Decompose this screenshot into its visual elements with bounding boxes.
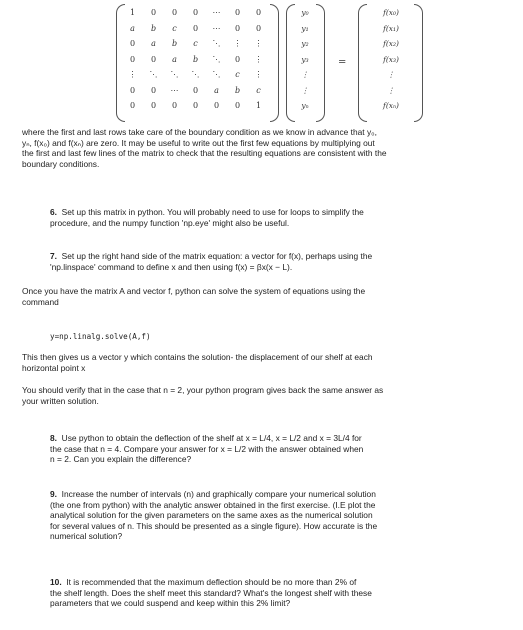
f-vector-entry: f(x₂) bbox=[383, 39, 399, 48]
matrix-cell: b bbox=[192, 54, 199, 64]
matrix-cell: c bbox=[256, 85, 261, 95]
exercise-line: Set up this matrix in python. You will probably need to use for loops to simplify the bbox=[61, 207, 364, 217]
matrix-cell: 0 bbox=[234, 101, 241, 110]
exercise-line: (the one from python) with the analytic answer obtained in the first exercise. (I.E plot the bbox=[50, 499, 376, 510]
result-paragraph bbox=[22, 352, 512, 373]
exercise-number: 7. bbox=[50, 251, 57, 261]
matrix-cell: 0 bbox=[234, 23, 241, 33]
exercise-7 bbox=[50, 251, 510, 272]
equals-sign: = bbox=[338, 57, 347, 68]
matrix-cell: b bbox=[234, 85, 241, 95]
matrix-cell: 0 bbox=[255, 23, 262, 33]
y-vector-entry: y₀ bbox=[301, 8, 309, 17]
matrix-cell: c bbox=[235, 70, 240, 79]
matrix-right-paren bbox=[270, 4, 279, 122]
matrix-cell: 0 bbox=[234, 8, 241, 17]
y-vector-entry: yₙ bbox=[301, 101, 309, 110]
f-vector-entry: f(x₃) bbox=[383, 54, 399, 64]
exercise-8 bbox=[50, 433, 510, 465]
exercise-line: the shelf length. Does the shelf meet this standard? What's the longest shelf with these bbox=[50, 587, 372, 598]
exercise-line: the case that n = 4. Compare your answer for x = L/2 with the answer obtained when bbox=[50, 443, 364, 454]
f-vector bbox=[366, 6, 416, 118]
matrix-cell: 1 bbox=[255, 101, 262, 110]
exercise-number: 9. bbox=[50, 489, 57, 499]
y-vector-entry: y₃ bbox=[301, 54, 309, 64]
matrix-cell: ⋯ bbox=[212, 23, 221, 33]
y-vector-entry: y₂ bbox=[301, 39, 309, 48]
matrix-cell: 0 bbox=[129, 101, 136, 110]
matrix-cell: ⋮ bbox=[128, 70, 137, 79]
matrix-cell: ⋮ bbox=[254, 70, 263, 79]
f-vector-entry: f(xₙ) bbox=[383, 101, 399, 110]
exercise-line: for several values of n. This should be presented as a single figure). How accurate is the bbox=[50, 520, 378, 531]
matrix-cell: 0 bbox=[150, 101, 157, 110]
matrix-cell: 0 bbox=[192, 85, 199, 95]
exercise-number: 8. bbox=[50, 433, 57, 443]
exercise-line: Use python to obtain the deflection of the shelf at x = L/4, x = L/2 and x = 3L/4 for bbox=[61, 433, 362, 443]
y-vector-entry: ⋮ bbox=[301, 85, 309, 95]
matrix-cell: ⋮ bbox=[233, 39, 242, 48]
matrix-cell: ⋱ bbox=[149, 70, 158, 79]
verify-line: You should verify that in the case that n = 2, your python program gives back the same answer as bbox=[22, 385, 384, 395]
matrix-cell: 0 bbox=[129, 85, 136, 95]
matrix-cell: a bbox=[214, 85, 219, 95]
solve-paragraph bbox=[22, 286, 512, 307]
y-vector-entry: ⋮ bbox=[301, 70, 309, 79]
intro-line: boundary conditions. bbox=[22, 158, 100, 169]
matrix-cell: ⋱ bbox=[212, 39, 221, 48]
matrix-cell: 0 bbox=[129, 39, 136, 48]
matrix-cell: 1 bbox=[129, 8, 136, 17]
matrix-cell: ⋯ bbox=[212, 8, 221, 17]
intro-line: where the first and last rows take care of the boundary condition as we know in advance that y₀, bbox=[22, 127, 377, 137]
y-vector-entry: y₁ bbox=[301, 23, 309, 33]
f-vector-entry: f(x₀) bbox=[383, 8, 399, 17]
matrix-cell: 0 bbox=[192, 8, 199, 17]
solve-line: Once you have the matrix A and vector f, python can solve the system of equations using the bbox=[22, 286, 366, 296]
exercise-number: 6. bbox=[50, 207, 57, 217]
exercise-line: It is recommended that the maximum deflection should be no more than 2% of bbox=[66, 577, 357, 587]
matrix-cell: 0 bbox=[171, 8, 178, 17]
matrix-equation bbox=[110, 4, 440, 122]
matrix-cell: 0 bbox=[150, 8, 157, 17]
coefficient-matrix bbox=[122, 6, 272, 118]
matrix-cell: 0 bbox=[192, 101, 199, 110]
intro-line: yₙ, f(x₀) and f(xₙ) are zero. It may be useful to write out the first few equations by multiplying out bbox=[22, 137, 375, 148]
exercise-6 bbox=[50, 207, 510, 228]
matrix-cell: ⋱ bbox=[191, 70, 200, 79]
matrix-cell: 0 bbox=[234, 54, 241, 64]
matrix-cell: ⋱ bbox=[170, 70, 179, 79]
matrix-cell: ⋱ bbox=[212, 70, 221, 79]
matrix-cell: ⋮ bbox=[254, 54, 263, 64]
matrix-cell: a bbox=[130, 23, 135, 33]
matrix-cell: ⋯ bbox=[170, 85, 179, 95]
f-vector-right-paren bbox=[414, 4, 423, 122]
exercise-line: Increase the number of intervals (n) and graphically compare your numerical solution bbox=[61, 489, 376, 499]
matrix-cell: 0 bbox=[255, 8, 262, 17]
matrix-cell: c bbox=[193, 39, 198, 48]
exercise-line: n = 2. Can you explain the difference? bbox=[50, 454, 192, 465]
exercise-10 bbox=[50, 577, 510, 609]
y-vector-right-paren bbox=[316, 4, 325, 122]
matrix-cell: 0 bbox=[129, 54, 136, 64]
matrix-cell: 0 bbox=[213, 101, 220, 110]
verify-line: your written solution. bbox=[22, 395, 99, 406]
exercise-line: 'np.linspace' command to define x and then using f(x) = βx(x − L). bbox=[50, 261, 293, 272]
solve-line: command bbox=[22, 296, 59, 307]
exercise-line: analytical solution for the given parameters on the same axes as the numerical solution bbox=[50, 510, 373, 521]
matrix-cell: b bbox=[150, 23, 157, 33]
matrix-cell: ⋮ bbox=[254, 39, 263, 48]
matrix-cell: a bbox=[151, 39, 156, 48]
code-snippet: y=np.linalg.solve(A,f) bbox=[50, 332, 151, 341]
matrix-cell: 0 bbox=[150, 54, 157, 64]
exercise-number: 10. bbox=[50, 577, 62, 587]
y-vector bbox=[292, 6, 318, 118]
matrix-cell: c bbox=[172, 23, 177, 33]
matrix-cell: 0 bbox=[150, 85, 157, 95]
matrix-cell: 0 bbox=[171, 101, 178, 110]
matrix-cell: ⋱ bbox=[212, 54, 221, 64]
matrix-cell: b bbox=[171, 39, 178, 48]
f-vector-entry: ⋮ bbox=[387, 85, 395, 95]
result-line: horizontal point x bbox=[22, 362, 86, 373]
exercise-9 bbox=[50, 489, 510, 542]
intro-line: the first and last few lines of the matrix to check that the resulting equations are consistent with the bbox=[22, 148, 387, 159]
verify-paragraph bbox=[22, 385, 512, 406]
matrix-cell: 0 bbox=[192, 23, 199, 33]
exercise-line: Set up the right hand side of the matrix equation: a vector for f(x), perhaps using the bbox=[61, 251, 373, 261]
matrix-cell: a bbox=[172, 54, 177, 64]
f-vector-entry: f(x₁) bbox=[383, 23, 399, 33]
intro-paragraph bbox=[22, 127, 512, 169]
exercise-line: numerical solution? bbox=[50, 531, 123, 542]
exercise-line: parameters that we could suspend and keep within this 2% limit? bbox=[50, 598, 291, 609]
exercise-line: procedure, and the numpy function 'np.eye' might also be useful. bbox=[50, 217, 290, 228]
f-vector-entry: ⋮ bbox=[387, 70, 395, 79]
result-line: This then gives us a vector y which contains the solution- the displacement of our shelf at each bbox=[22, 352, 373, 362]
